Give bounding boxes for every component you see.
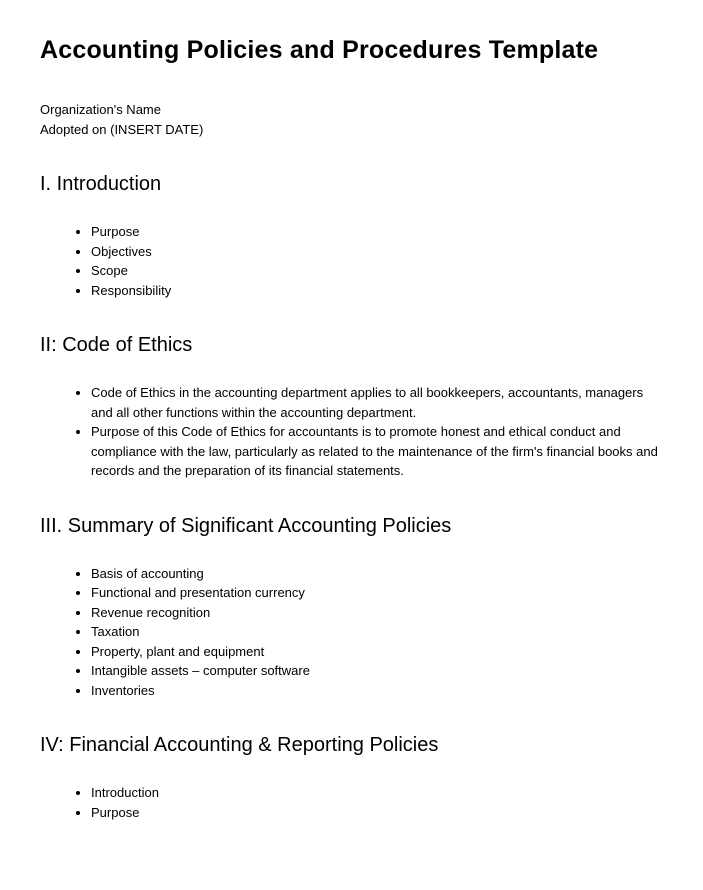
- document-sections: [40, 170, 663, 822]
- bullet-item: • Intangible assets – computer software: [91, 661, 663, 681]
- bullet-item: • Introduction: [91, 783, 663, 803]
- adopted-date-line: Adopted on (INSERT DATE): [40, 121, 204, 137]
- document-page: [0, 30, 703, 890]
- bullet-list-section-4: [40, 783, 663, 822]
- section-heading-2: II: Code of Ethics: [40, 334, 193, 356]
- bullet-item: • Taxation: [91, 622, 663, 642]
- bullet-item: • Revenue recognition: [91, 603, 663, 623]
- bullet-list-section-3: [40, 564, 663, 701]
- bullet-item: • Functional and presentation currency: [91, 583, 663, 603]
- bullet-item: • Inventories: [91, 681, 663, 701]
- document-title: Accounting Policies and Procedures Template: [40, 36, 599, 64]
- bullet-item: • Responsibility: [91, 281, 663, 301]
- bullet-list-section-1: [40, 222, 663, 300]
- bullet-item: • Purpose: [91, 803, 663, 823]
- section-heading-4: IV: Financial Accounting & Reporting Policies: [40, 734, 439, 756]
- bullet-item: • Basis of accounting: [91, 564, 663, 584]
- bullet-list-section-2: [40, 383, 663, 481]
- bullet-item: • Property, plant and equipment: [91, 642, 663, 662]
- bullet-item: • Scope: [91, 261, 663, 281]
- document-subtitle: [40, 100, 663, 139]
- bullet-item: • Objectives: [91, 242, 663, 262]
- bullet-item: • Code of Ethics in the accounting department applies to all bookkeepers, accountants, managers and all other functions within the accounting department.: [91, 383, 663, 422]
- organization-name-line: Organization's Name: [40, 102, 161, 117]
- section-heading-1: I. Introduction: [40, 173, 162, 195]
- section-heading-3: III. Summary of Significant Accounting Policies: [40, 514, 452, 537]
- bullet-item: • Purpose of this Code of Ethics for accountants is to promote honest and ethical conduct and compliance with the law, particularly as related to the maintenance of the firm's financial books and records and the preparation of its financial statements.: [91, 422, 663, 481]
- bullet-item: • Purpose: [91, 222, 663, 242]
